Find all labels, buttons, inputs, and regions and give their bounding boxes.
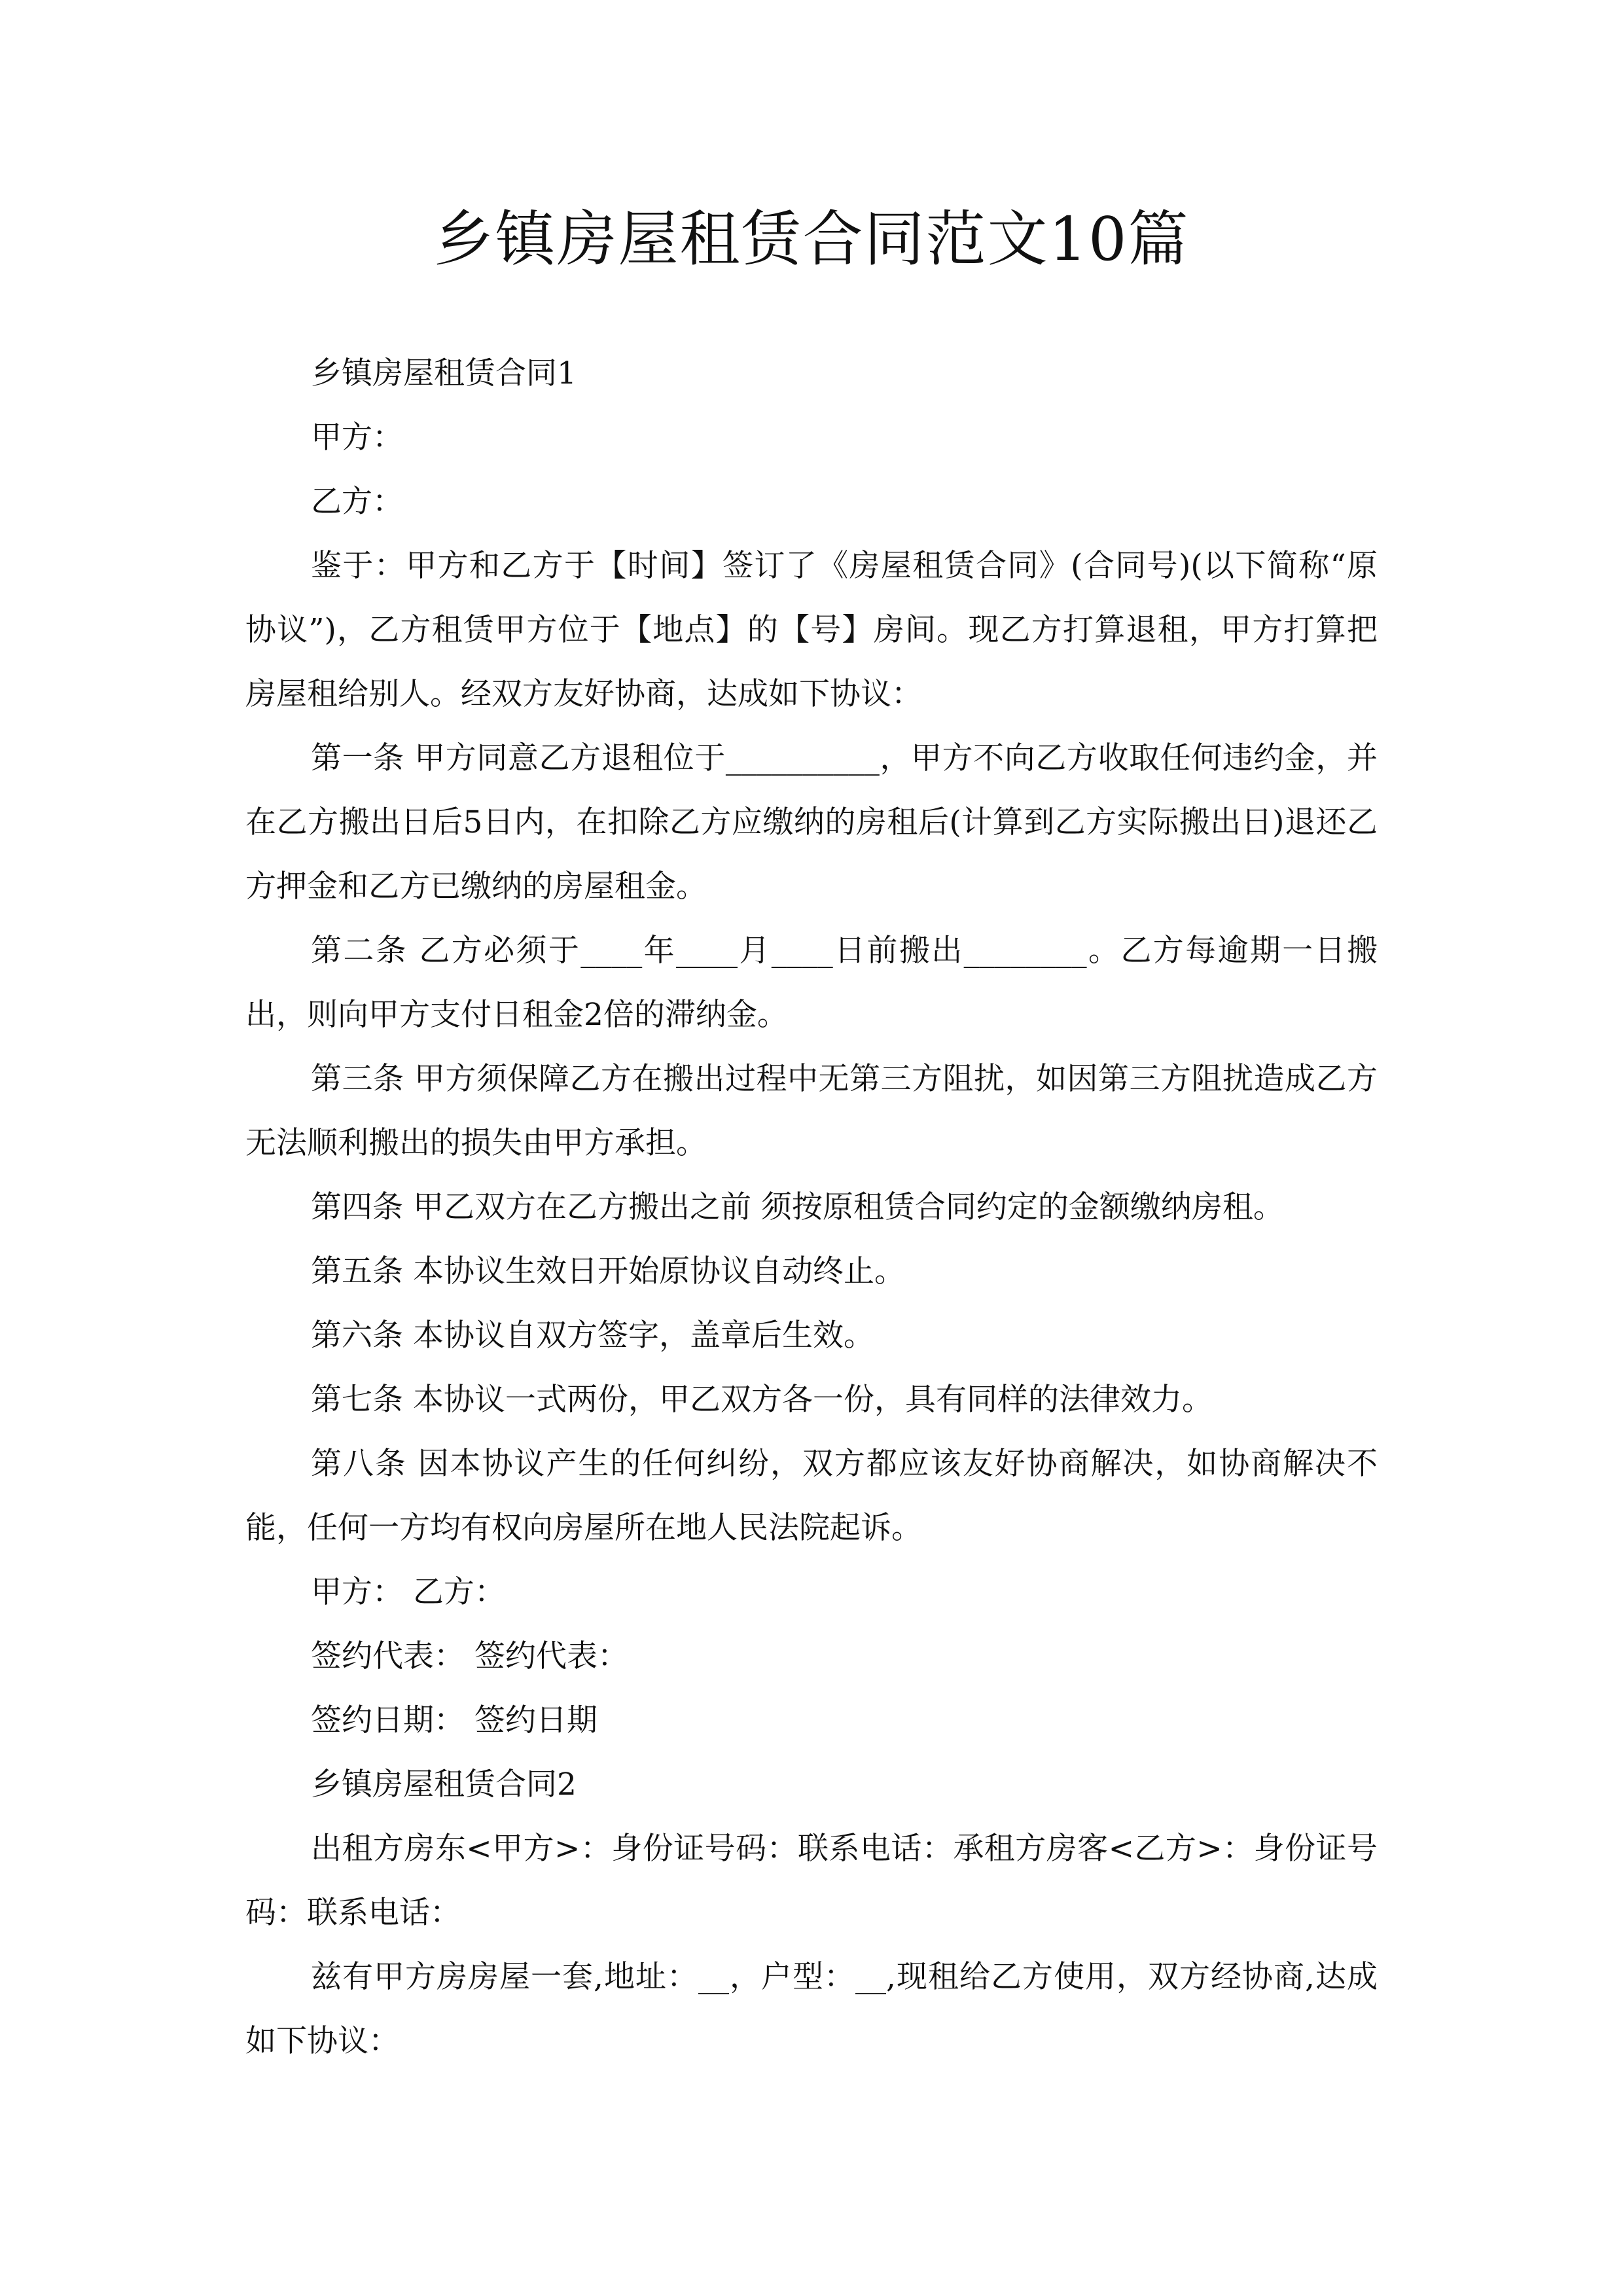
parties-info-paragraph: 出租方房东<甲方>：身份证号码：联系电话：承租方房客<乙方>：身份证号码：联系电话： [245, 1831, 1378, 1931]
signature-parties: 甲方： 乙方： [311, 1574, 505, 1610]
article-1: 第一条 甲方同意乙方退租位于__________，甲方不向乙方收取任何违约金，并在乙方搬出日后5日内，在扣除乙方应缴纳的房租后(计算到乙方实际搬出日)退还乙方押金和乙方已缴纳的房屋租金。 [245, 740, 1378, 905]
article-7: 第七条 本协议一式两份，甲乙双方各一份，具有同样的法律效力。 [311, 1382, 1213, 1418]
article-3: 第三条 甲方须保障乙方在搬出过程中无第三方阻扰，如因第三方阻扰造成乙方无法顺利搬出的损失由甲方承担。 [245, 1061, 1378, 1161]
signature-representatives: 签约代表： 签约代表： [311, 1638, 628, 1674]
document-body [245, 342, 1378, 2073]
contract-heading-1: 乡镇房屋租赁合同1 [311, 355, 577, 391]
party-a-line: 甲方： [311, 420, 403, 456]
contract-heading-2: 乡镇房屋租赁合同2 [311, 1767, 577, 1803]
article-4: 第四条 甲乙双方在乙方搬出之前 须按原租赁合同约定的金额缴纳房租。 [311, 1189, 1284, 1225]
article-8: 第八条 因本协议产生的任何纠纷，双方都应该友好协商解决，如协商解决不能，任何一方均有权向房屋所在地人民法院起诉。 [245, 1446, 1378, 1546]
party-b-line: 乙方： [311, 484, 403, 520]
article-5: 第五条 本协议生效日开始原协议自动终止。 [311, 1253, 905, 1289]
preamble-paragraph: 鉴于：甲方和乙方于【时间】签订了《房屋租赁合同》(合同号)(以下简称“原协议”)，乙方租赁甲方位于【地点】的【号】房间。现乙方打算退租，甲方打算把房屋租给别人。经双方友好协商，达成如下协议： [245, 548, 1378, 712]
article-6: 第六条 本协议自双方签字，盖章后生效。 [311, 1318, 874, 1354]
property-paragraph: 兹有甲方房房屋一套,地址：__，户型：__,现租给乙方使用，双方经协商,达成如下协议： [245, 1959, 1378, 2059]
article-2: 第二条 乙方必须于____年____月____日前搬出________。乙方每逾期一日搬出，则向甲方支付日租金2倍的滞纳金。 [245, 933, 1378, 1033]
document-title: 乡镇房屋租赁合同范文10篇 [433, 204, 1190, 274]
signature-dates: 签约日期： 签约日期 [311, 1702, 597, 1738]
